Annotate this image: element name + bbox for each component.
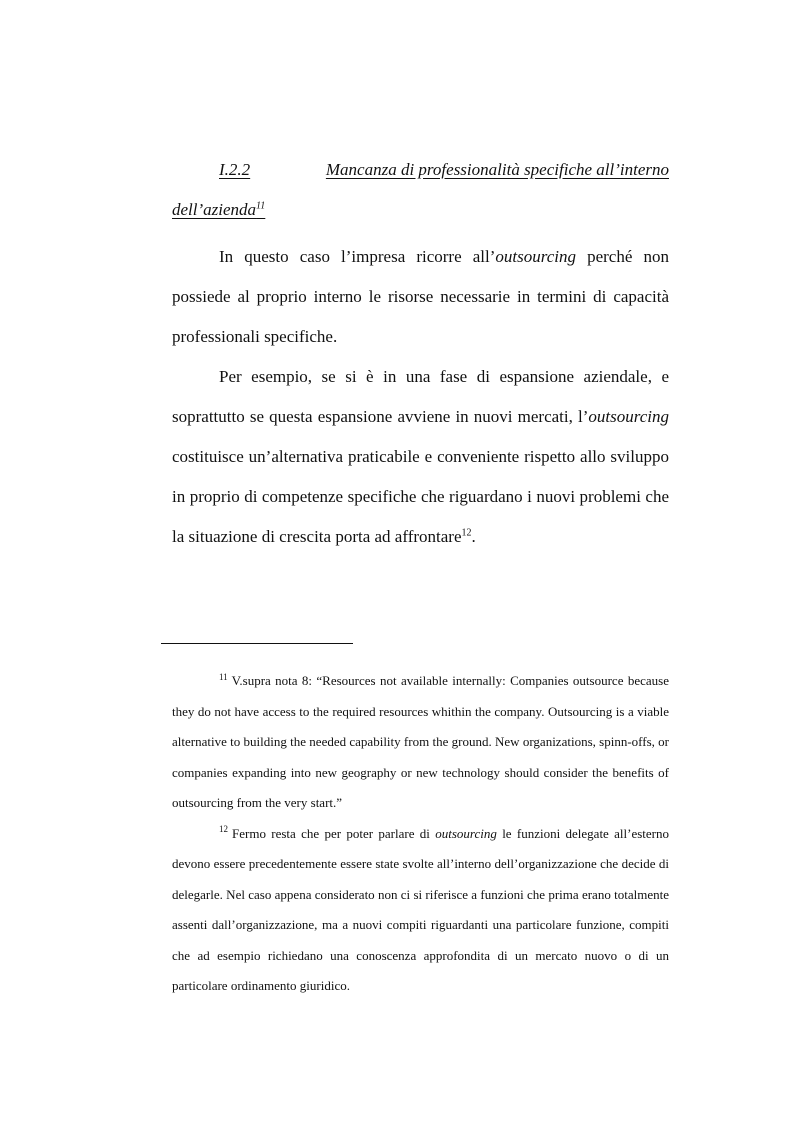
footnote-11 — [172, 666, 669, 819]
footnotes — [172, 666, 669, 1002]
paragraph-1 — [172, 237, 669, 357]
footnote-11-text: V.supra nota 8: “Resources not available internally: Companies outsource because they do not have access to the required resources whithin the company. Outsourcing is a viable alternative to building the needed capability from the ground. New organizations, spinn-offs, or companies expanding into new geography or new technology should consider the benefits of outsourcing from the very start.” — [172, 673, 669, 810]
paragraph-2-emphasis: outsourcing — [588, 407, 669, 426]
body-text — [172, 237, 669, 557]
footnote-12-emphasis: outsourcing — [435, 825, 497, 841]
footnote-ref-11[interactable]: 11 — [256, 200, 266, 212]
footnote-ref-12[interactable]: 12 — [461, 527, 472, 539]
section-heading — [172, 150, 669, 230]
footnote-12-text-b: le funzioni delegate all’esterno devono essere precedentemente essere state svolte all’interno dell’organizzazione che decide di delegarle. Nel caso appena considerato non ci si riferisce a funzioni che prima erano totalmente assenti dall’organizzazione, ma a nuovi compiti riguardanti una particolare funzione, compiti che ad esempio richiedano una conoscenza approfondita di un mercato nuovo o di un particolare ordinamento giuridico. — [172, 825, 670, 993]
section-title-part-2 — [172, 200, 265, 219]
footnote-12 — [172, 819, 669, 1002]
footnote-12-number: 12 — [219, 824, 228, 835]
section-title-part-1: Mancanza di professionalità specifiche all’interno — [325, 160, 669, 179]
paragraph-1-text-b: perché non possiede al proprio interno le risorse necessarie in termini di capacità professionali specifiche. — [172, 247, 669, 346]
paragraph-2-end: . — [471, 527, 476, 546]
paragraph-1-text-a: In questo caso l’impresa ricorre all’ — [219, 247, 496, 266]
section-heading-line-1 — [172, 150, 669, 190]
footnote-11-number: 11 — [219, 671, 228, 682]
section-heading-line-2 — [172, 190, 669, 230]
paragraph-2-text-b: costituisce un’alternativa praticabile e conveniente rispetto allo sviluppo in proprio di competenze specifiche che riguardano i nuovi problemi che la situazione di crescita porta ad affrontare — [172, 447, 669, 546]
section-number: I.2.2 — [219, 160, 251, 179]
paragraph-1-emphasis: outsourcing — [495, 247, 576, 266]
paragraph-2-text-a: Per esempio, se si è in una fase di espansione aziendale, e soprattutto se questa espansione avviene in nuovi mercati, l’ — [172, 367, 669, 426]
footnote-separator — [161, 643, 353, 644]
section-title-text: dell’azienda — [172, 200, 257, 219]
footnote-12-text-a: Fermo resta che per poter parlare di — [232, 825, 436, 841]
paragraph-2 — [172, 357, 669, 557]
